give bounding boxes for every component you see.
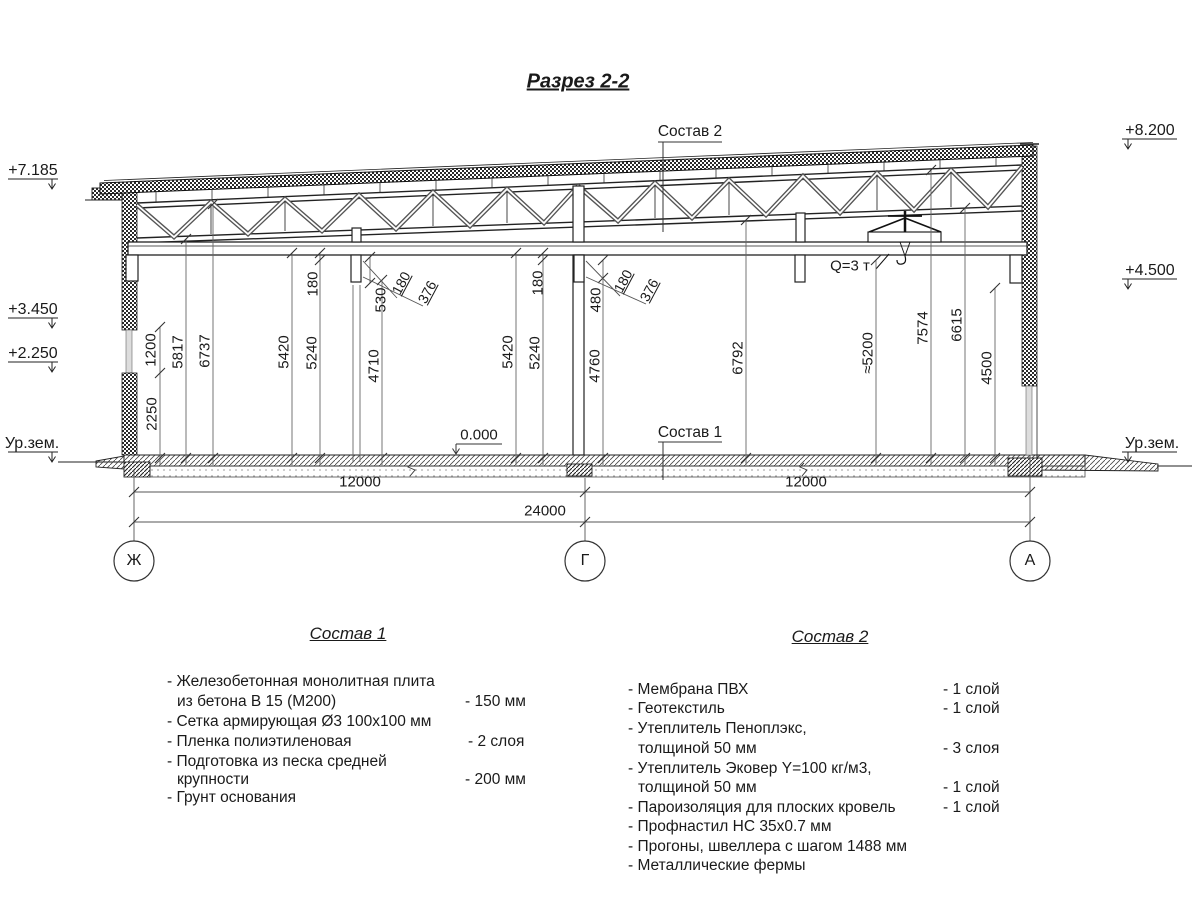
callout-comp2: Состав 2 (657, 123, 723, 140)
legend2-line: - Мембрана ПВХ (628, 681, 749, 698)
legend2-value: - 1 слой (943, 700, 1000, 717)
dim-label: 180 (304, 271, 322, 297)
elevation-label: Ур.зем. (4, 435, 60, 452)
dim-label: 5420 (499, 335, 517, 369)
dim-label: 4760 (586, 349, 604, 383)
zero-level-label: 0.000 (460, 426, 498, 444)
stub-left (351, 255, 361, 282)
dim-label: 4500 (978, 351, 996, 385)
right-wall-upper (1022, 146, 1037, 386)
legend1-value: - 200 мм (465, 771, 526, 788)
legend1-value: - 150 мм (465, 693, 526, 710)
legend2-value: - 1 слой (943, 799, 1000, 816)
legend1-line: - Подготовка из песка средней (167, 753, 387, 770)
legend1-line: - Сетка армирующая Ø3 100х100 мм (167, 713, 432, 730)
elevation-label: +7.185 (8, 162, 58, 179)
crane-hoist (868, 211, 941, 269)
legend2-line: толщиной 50 мм (638, 779, 757, 796)
bottom-dimension-ticks (129, 487, 1035, 527)
legend2-value: - 1 слой (943, 779, 1000, 796)
legend2-value: - 1 слой (943, 681, 1000, 698)
dim-label: 5240 (303, 336, 321, 370)
elevation-label: +8.200 (1125, 122, 1175, 139)
legend2-line: - Утеплитель Пеноплэкс, (628, 720, 807, 737)
drawing-title: Разрез 2-2 (526, 70, 630, 93)
center-column-top (573, 186, 584, 242)
elevation-label: Ур.зем. (1124, 435, 1180, 452)
stub-right (795, 255, 805, 282)
footing-right (1008, 458, 1042, 476)
right-wall-window (1026, 386, 1032, 455)
legend2-line: - Утеплитель Эковер Y=100 кг/м3, (628, 760, 872, 777)
dim-label: 5240 (526, 336, 544, 370)
legend2-line: - Профнастил НС 35х0.7 мм (628, 818, 832, 835)
runway-beam (128, 242, 1027, 255)
legend2-line: - Геотекстиль (628, 700, 725, 717)
dim-label: 1200 (142, 333, 160, 367)
bracket-right (1010, 255, 1022, 283)
legend1-value: - 2 слоя (468, 733, 525, 750)
post-left (352, 228, 361, 242)
columns (126, 186, 1022, 455)
dim-label: 480 (587, 287, 605, 313)
legend2-line: - Прогоны, швеллера с шагом 1488 мм (628, 838, 908, 855)
post-right (796, 213, 805, 242)
dim-label-total: 24000 (524, 502, 566, 520)
legend1-line: крупности (177, 771, 250, 788)
dim-label-slanted: 180 (388, 268, 414, 298)
right-ramp (1037, 455, 1158, 471)
footing-center (567, 464, 592, 476)
callout-comp1: Состав 1 (657, 424, 723, 441)
legend1-title: Состав 1 (309, 624, 387, 643)
dim-label: ≈5200 (859, 332, 877, 374)
axis-letter: А (1024, 552, 1036, 569)
footing-left (124, 462, 150, 477)
roof-deck (100, 143, 1033, 203)
left-wall-window (126, 330, 132, 373)
dim-label: 530 (372, 287, 390, 313)
dim-label: 6792 (729, 341, 747, 375)
legend2-title: Состав 2 (791, 627, 869, 646)
dim-label-slanted: 376 (414, 277, 440, 307)
dim-label: 7574 (914, 311, 932, 345)
legend1-line: - Пленка полиэтиленовая (167, 733, 352, 750)
crane-capacity-label: Q=3 т (830, 257, 870, 275)
dim-label-span: 12000 (785, 473, 827, 491)
legend2-value: - 3 слоя (943, 740, 1000, 757)
dim-label: 6615 (948, 308, 966, 342)
floor-slab (96, 455, 1158, 477)
legend1-line: - Грунт основания (167, 789, 296, 806)
legend1-line: из бетона В 15 (М200) (177, 693, 337, 710)
legend2-line: - Металлические фермы (628, 857, 806, 874)
legend2-line: толщиной 50 мм (638, 740, 757, 757)
dim-label: 5817 (169, 335, 187, 369)
dim-label: 6737 (196, 334, 214, 368)
dim-label: 4710 (365, 349, 383, 383)
axis-letter: Ж (126, 552, 142, 569)
dim-label-slanted: 376 (636, 275, 662, 305)
elevation-label: +2.250 (8, 345, 58, 362)
elevation-label: +4.500 (1125, 262, 1175, 279)
elevation-label: +3.450 (8, 301, 58, 318)
dim-label-slanted: 180 (610, 266, 636, 296)
left-apron (96, 456, 124, 469)
center-column (573, 255, 584, 455)
dim-label: 5420 (275, 335, 293, 369)
stub-center (574, 255, 584, 282)
dim-label-span: 12000 (339, 473, 381, 491)
crane-hook (897, 256, 906, 264)
legend2-line: - Пароизоляция для плоских кровель (628, 799, 896, 816)
bracket-left (126, 255, 138, 281)
axis-letter: Г (580, 552, 590, 569)
dim-label: 2250 (143, 397, 161, 431)
dim-label: 180 (529, 270, 547, 296)
legend1-line: - Железобетонная монолитная плита (167, 673, 435, 690)
left-wall-lower (122, 373, 137, 455)
